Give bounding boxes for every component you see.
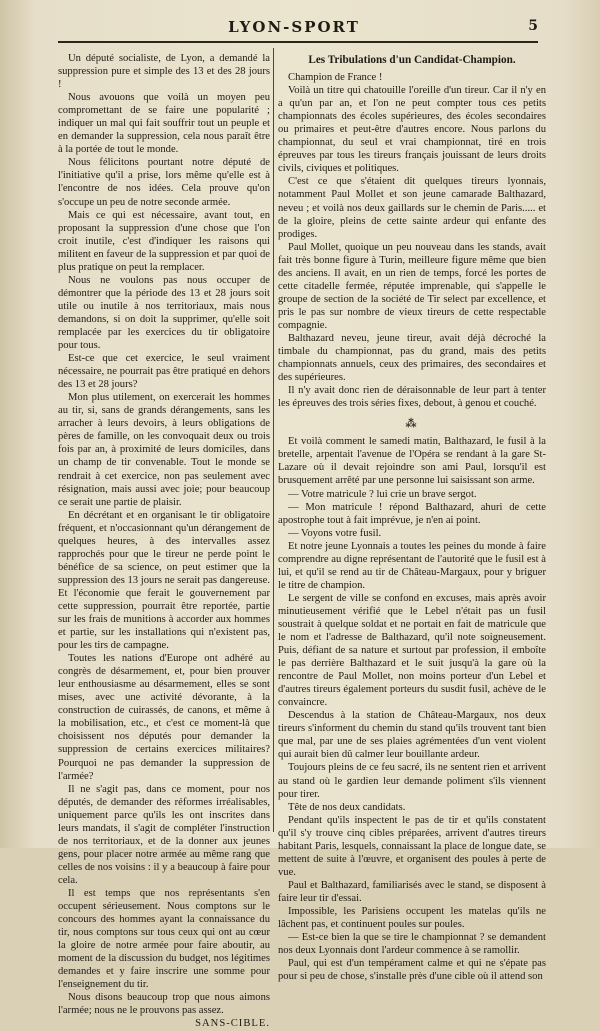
- paragraph: — Voyons votre fusil.: [288, 527, 382, 539]
- paragraph: Voilà un titre qui chatouille l'oreille d'un tireur. Car il n'y en a qu'un par an, et l'on ne peut compter tous ces petits championnats des écoles supérieures, des écoles secondaires ou primaires et peut-être d'autres encore. Nous parlons du championnat, du seul et vrai championnat, tiré en trois épreuves par tous les tireurs français jouissant de leurs droits civils, civiques et politiques.: [278, 85, 546, 175]
- paragraph: Le sergent de ville se confond en excuses, mais après avoir minutieusement vérifié que le Lebel n'était pas un fusil soustrait à quelque soldat et ne portait en fait de matricule que le nom et l'adresse de Balthazard, qu'il note soigneusement. Puis, défiant de sa nature et surtout par profession, il emboîte le pas derrière Balthazard et le suit jusqu'à la gare où la rencontre de Paul Mollet, non moins porteur d'un Lebel et d'autres tireurs également porteurs du susdit fusil, achève de le convaincre.: [278, 592, 546, 709]
- section-asterism: ⁂: [405, 418, 419, 431]
- paragraph: Nous félicitons pourtant notre député de l'initiative qu'il a prise, lors même qu'elle est à l'encontre de nos idées. Cela prouve qu'on s'occupe un peu de notre seconde armée.: [58, 157, 270, 208]
- paragraph: Nous avouons que voilà un moyen peu compromettant de se faire une popularité ; indiquer un mal qui fait souffrir tout un peuple et en demander la suppression, cela nous paraît être à la portée de tout le monde.: [58, 92, 270, 156]
- column-divider: [273, 48, 274, 832]
- paragraph: Mais ce qui est nécessaire, avant tout, en proposant la suppression d'une chose que l'on croit inutile, c'est d'indiquer les raisons qui militent en faveur de la suppression et par quoi de plus pratique on peut la remplacer.: [58, 209, 270, 273]
- paragraph: C'est ce que s'étaient dit quelques tireurs lyonnais, notamment Paul Mollet et son jeune camarade Balthazard, neveu ; et voilà nos deux gaillards sur le chemin de Paris..... et de la gloire, pleins de cette sainte ardeur qui enfante des prodiges.: [278, 176, 546, 240]
- paragraph: — Est-ce bien la que se tire le championnat ? se demandent nos deux Lyonnais dont l'ardeur commence à se ramollir.: [278, 932, 546, 957]
- paragraph: Descendus à la station de Château-Margaux, nos deux tireurs s'informent du chemin du stand qu'ils trouvent tant bien que mal, par une de ses plaies agrémentées d'un vent violent qui aurait bien dû calmer leur bouillante ardeur.: [278, 710, 546, 761]
- masthead-title: LYON-SPORT: [228, 18, 360, 36]
- paragraph: Toutes les nations d'Europe ont adhéré au congrès de désarmement, et, pour bien prouver leur enthousiasme au désarmement, elles se sont mises, avec une activité dévorante, à la construction de cuirassés, de canons, et même à la mobilisation, etc., et c'est ce moment-là que choisissent nos députés pour demander la suppression de certains exercices militaires? Pourquoi ne pas demander la suppression de l'armée?: [58, 653, 270, 782]
- paragraph: Il n'y avait donc rien de déraisonnable de leur part à tenter les épreuves des trois séries fixes, debout, à genou et couché.: [278, 385, 546, 410]
- paragraph: Nous disons beaucoup trop que nous aimons l'armée; nous ne le prouvons pas assez.: [58, 992, 270, 1017]
- paragraph: Et notre jeune Lyonnais a toutes les peines du monde à faire comprendre au digne représentant de l'autorité que le fusil est à lui, et qu'il se rend au tir de Château-Margaux, pour y briguer le titre de champion.: [278, 540, 546, 591]
- paragraph: Un député socialiste, de Lyon, a demandé la suppression pure et simple des 13 et des 28 jours !: [58, 53, 270, 91]
- page-number: 5: [528, 18, 538, 34]
- right-column: [278, 52, 546, 983]
- paragraph: Balthazard neveu, jeune tireur, avait déjà décroché la timbale du championnat, pas du grand, mais des petits championnats annuels, ceux des primaires, des secondaires et des supérieures.: [278, 332, 546, 384]
- paragraph: Paul Mollet, quoique un peu nouveau dans les stands, avait fait très bonne figure à Turin, meilleure figure même que bien des anciens. Il avait, en un rien de temps, forcé les portes de cette citadelle fermée, réputée imprenable, qui s'appelle le groupe de section de la société de Tir select par excellence, et pris le pas sur nombre de vieux tireurs de cette respectable compagnie.: [278, 241, 546, 331]
- article-title: Les Tribulations d'un Candidat-Champion.: [308, 54, 516, 66]
- paragraph: Paul et Balthazard, familiarisés avec le stand, se disposent à faire leur tir d'essai.: [278, 879, 546, 904]
- article-subtitle: Champion de France !: [288, 72, 383, 84]
- paragraph: Nous ne voulons pas nous occuper de démontrer que la période des 13 et 28 jours soit utile ou inutile à nos territoriaux, mais nous demandons, si on doit la supprimer, qu'elle soit remplacée par les exercices du tir obligatoire pour tous.: [58, 274, 270, 352]
- paragraph: — Mon matricule ! répond Balthazard, ahuri de cette apostrophe tout à fait imprévue, je n'en ai point.: [278, 501, 546, 526]
- paragraph: Il ne s'agit pas, dans ce moment, pour nos députés, de demander des réformes irréalisables, uniquement parce qu'ils les ont inscrites dans leurs mandats, il s'agit de compléter l'instruction de nos territoriaux, et de la donner aux jeunes gens, pour placer notre armée au même rang que celles de nos voisins : il y a beaucoup à faire pour cela.: [58, 783, 270, 886]
- paragraph: Est-ce que cet exercice, le seul vraiment nécessaire, ne pourrait pas être pratiqué en dehors des 13 et 28 jours?: [58, 353, 270, 391]
- paragraph: Il est temps que nos représentants s'en occupent sérieusement. Nous comptons sur le concours des hommes ayant la connaissance du tir, nous comptons sur tous ceux qui ont au cœur la gloire de notre armée pour faire aboutir, au moment de la discussion du budget, nos légitimes demandes et y faire inscrire une somme pour l'enseignement du tir.: [58, 888, 270, 991]
- header-rule: [58, 41, 538, 43]
- paragraph: En décrétant et en organisant le tir obligatoire fréquent, et n'occasionnant qu'un dérangement de quelques heures, à des intervalles assez rapprochés pour que le tireur ne perde point le bénéfice de sa science, on peut estimer que la suppression des 13 jours ne serait pas dangereuse. Et l'économie que ferait le gouvernement par cette suppression, pourrait être reportée, partie sur les frais de munitions à accorder aux hommes et partie, sur les installations qui n'existent pas, pour les tirs de campagne.: [58, 509, 270, 652]
- page-header: [58, 18, 538, 40]
- paragraph: Tête de nos deux candidats.: [288, 801, 406, 813]
- paragraph: Mon plus utilement, on exercerait les hommes au tir, si, sans de grands dérangements, sans les arracher à leurs devoirs, à leurs obligations de pères de famille, on les convoquait deux ou trois fois par an, à proximité de leurs domiciles, dans un champ de tir convenable. Tout le monde se rendrait à cet exercice, non pas seulement avec résignation, mais aussi avec joie; pour beaucoup ce serait une partie de plaisir.: [58, 392, 270, 508]
- paragraph: Pendant qu'ils inspectent le pas de tir et qu'ils constatent qu'il s'y trouve cinq cibles préparées, arrivent d'autres tireurs habitant Paris, lesquels, connaissant la place de longue date, se mettent de suite à l'œuvre, et organisent des poules à perte de vue.: [278, 814, 546, 878]
- paragraph: Et voilà comment le samedi matin, Balthazard, le fusil à la bretelle, arpentait l'avenue de l'Opéra se rendant à la gare St-Lazare où il devait rejoindre son ami Paul, lorsqu'il est brusquement arrêté par une personne lui saisissant son arme.: [278, 436, 546, 487]
- paragraph: Toujours pleins de ce feu sacré, ils ne sentent rien et arrivent au stand où le gardien leur demande poliment s'ils viennent pour tirer.: [278, 762, 546, 800]
- paragraph: Paul, qui est d'un tempérament calme et qui ne s'épate pas pour si peu de chose, s'installe près d'une cible où il attend son: [278, 958, 546, 983]
- article-signature: SANS-CIBLE.: [195, 1018, 270, 1030]
- paragraph: — Votre matricule ? lui crie un brave sergot.: [288, 488, 477, 500]
- left-column: [58, 52, 270, 1030]
- paragraph: Impossible, les Parisiens occupent les matelas qu'ils ne lâchent pas, et continuent poules sur poules.: [278, 906, 546, 931]
